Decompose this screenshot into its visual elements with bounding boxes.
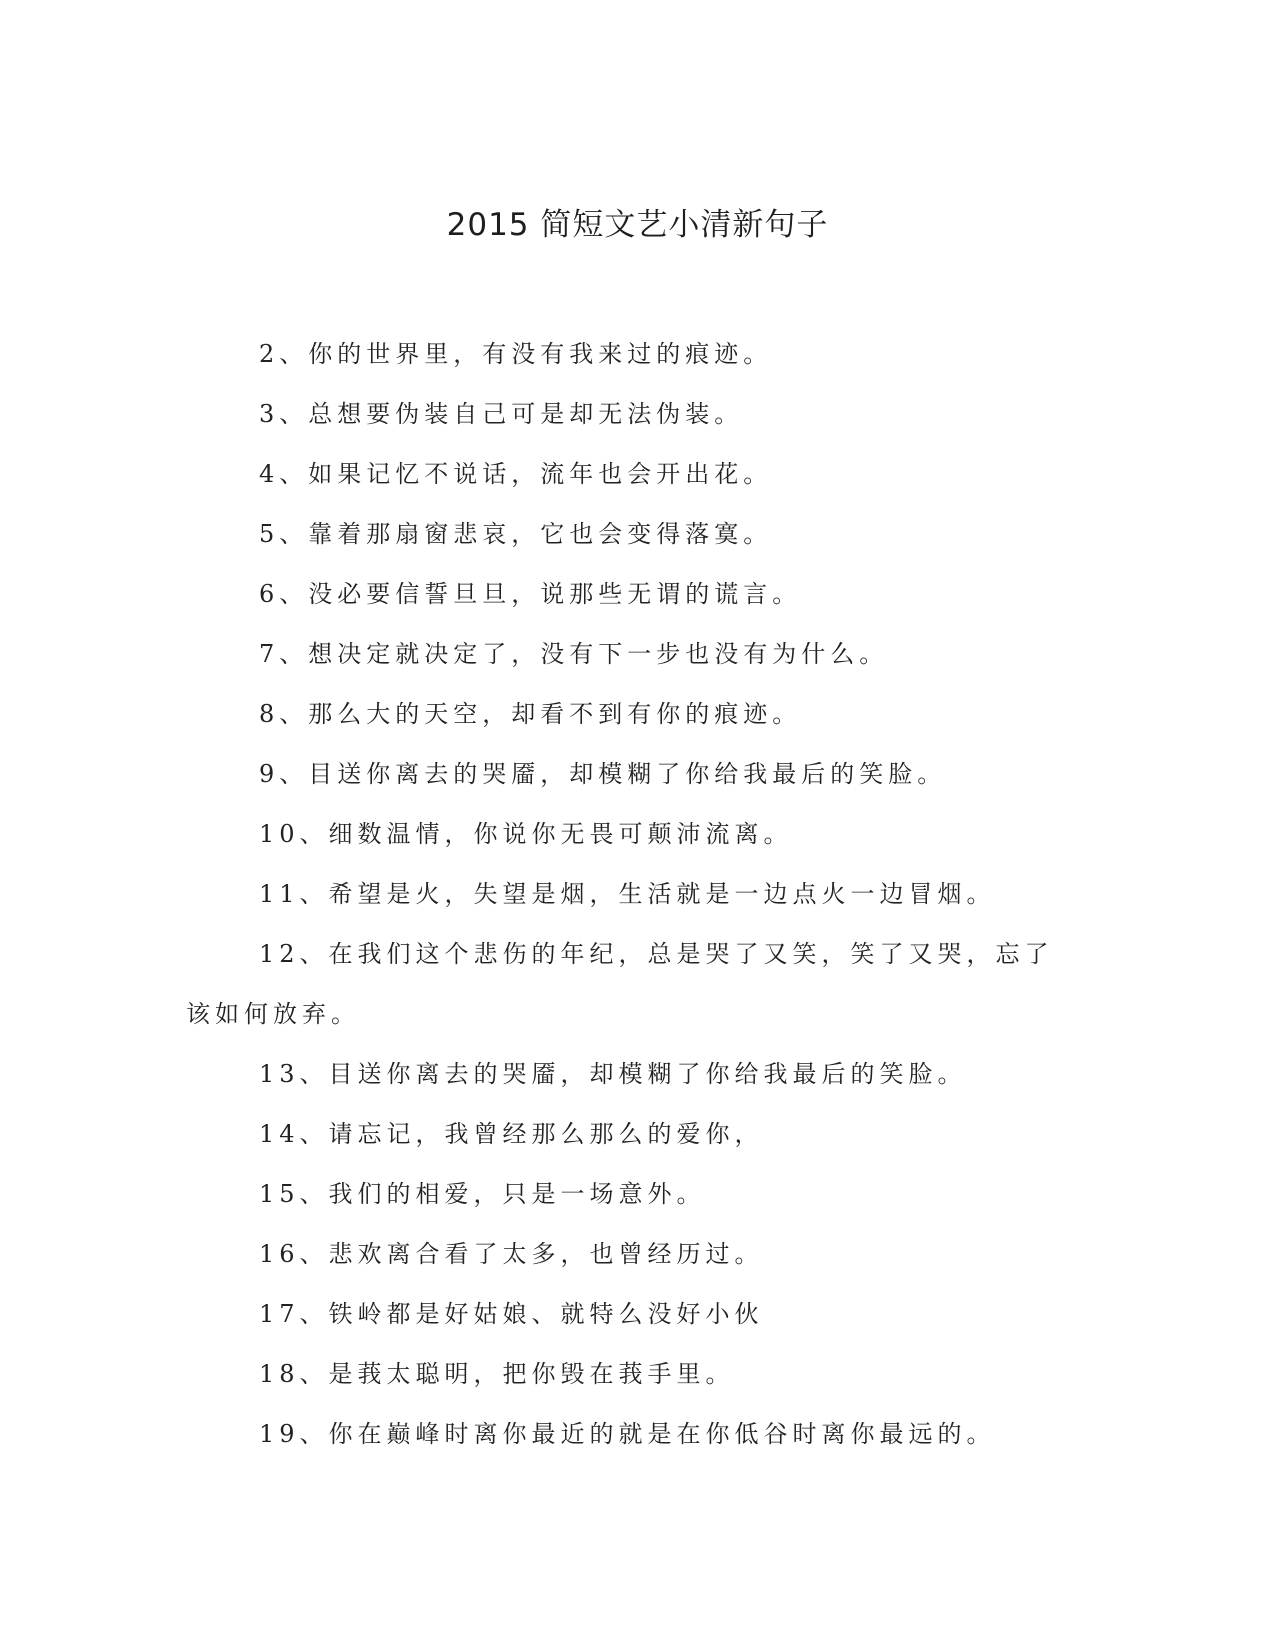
paragraph: 12、在我们这个悲伤的年纪，总是哭了又笑，笑了又哭，忘了该如何放弃。	[186, 940, 1054, 1028]
paragraph: 6、没必要信誓旦旦，说那些无谓的谎言。	[259, 580, 802, 608]
paragraph: 2、你的世界里，有没有我来过的痕迹。	[259, 340, 773, 368]
paragraph: 3、总想要伪装自己可是却无法伪装。	[259, 400, 744, 428]
paragraph: 18、是莪太聪明，把你毁在莪手里。	[259, 1360, 735, 1388]
paragraph: 11、希望是火，失望是烟，生活就是一边点火一边冒烟。	[259, 880, 996, 908]
paragraph: 15、我们的相爱，只是一场意外。	[259, 1180, 706, 1208]
paragraph: 17、铁岭都是好姑娘、就特么没好小伙	[259, 1300, 764, 1328]
paragraph: 10、细数温情，你说你无畏可颠沛流离。	[259, 820, 793, 848]
paragraph: 5、靠着那扇窗悲哀，它也会变得落寞。	[259, 520, 773, 548]
paragraph: 13、目送你离去的哭靥，却模糊了你给我最后的笑脸。	[259, 1060, 967, 1088]
paragraph: 8、那么大的天空，却看不到有你的痕迹。	[259, 700, 802, 728]
paragraph: 9、目送你离去的哭靥，却模糊了你给我最后的笑脸。	[259, 760, 947, 788]
document-title: 2015 简短文艺小清新句子	[446, 207, 829, 243]
document-body	[186, 324, 1066, 1464]
paragraph: 7、想决定就决定了，没有下一步也没有为什么。	[259, 640, 889, 668]
paragraph: 14、请忘记，我曾经那么那么的爱你，	[259, 1120, 764, 1148]
paragraph: 4、如果记忆不说话，流年也会开出花。	[259, 460, 773, 488]
paragraph: 16、悲欢离合看了太多，也曾经历过。	[259, 1240, 764, 1268]
paragraph: 19、你在巅峰时离你最近的就是在你低谷时离你最远的。	[259, 1420, 996, 1448]
